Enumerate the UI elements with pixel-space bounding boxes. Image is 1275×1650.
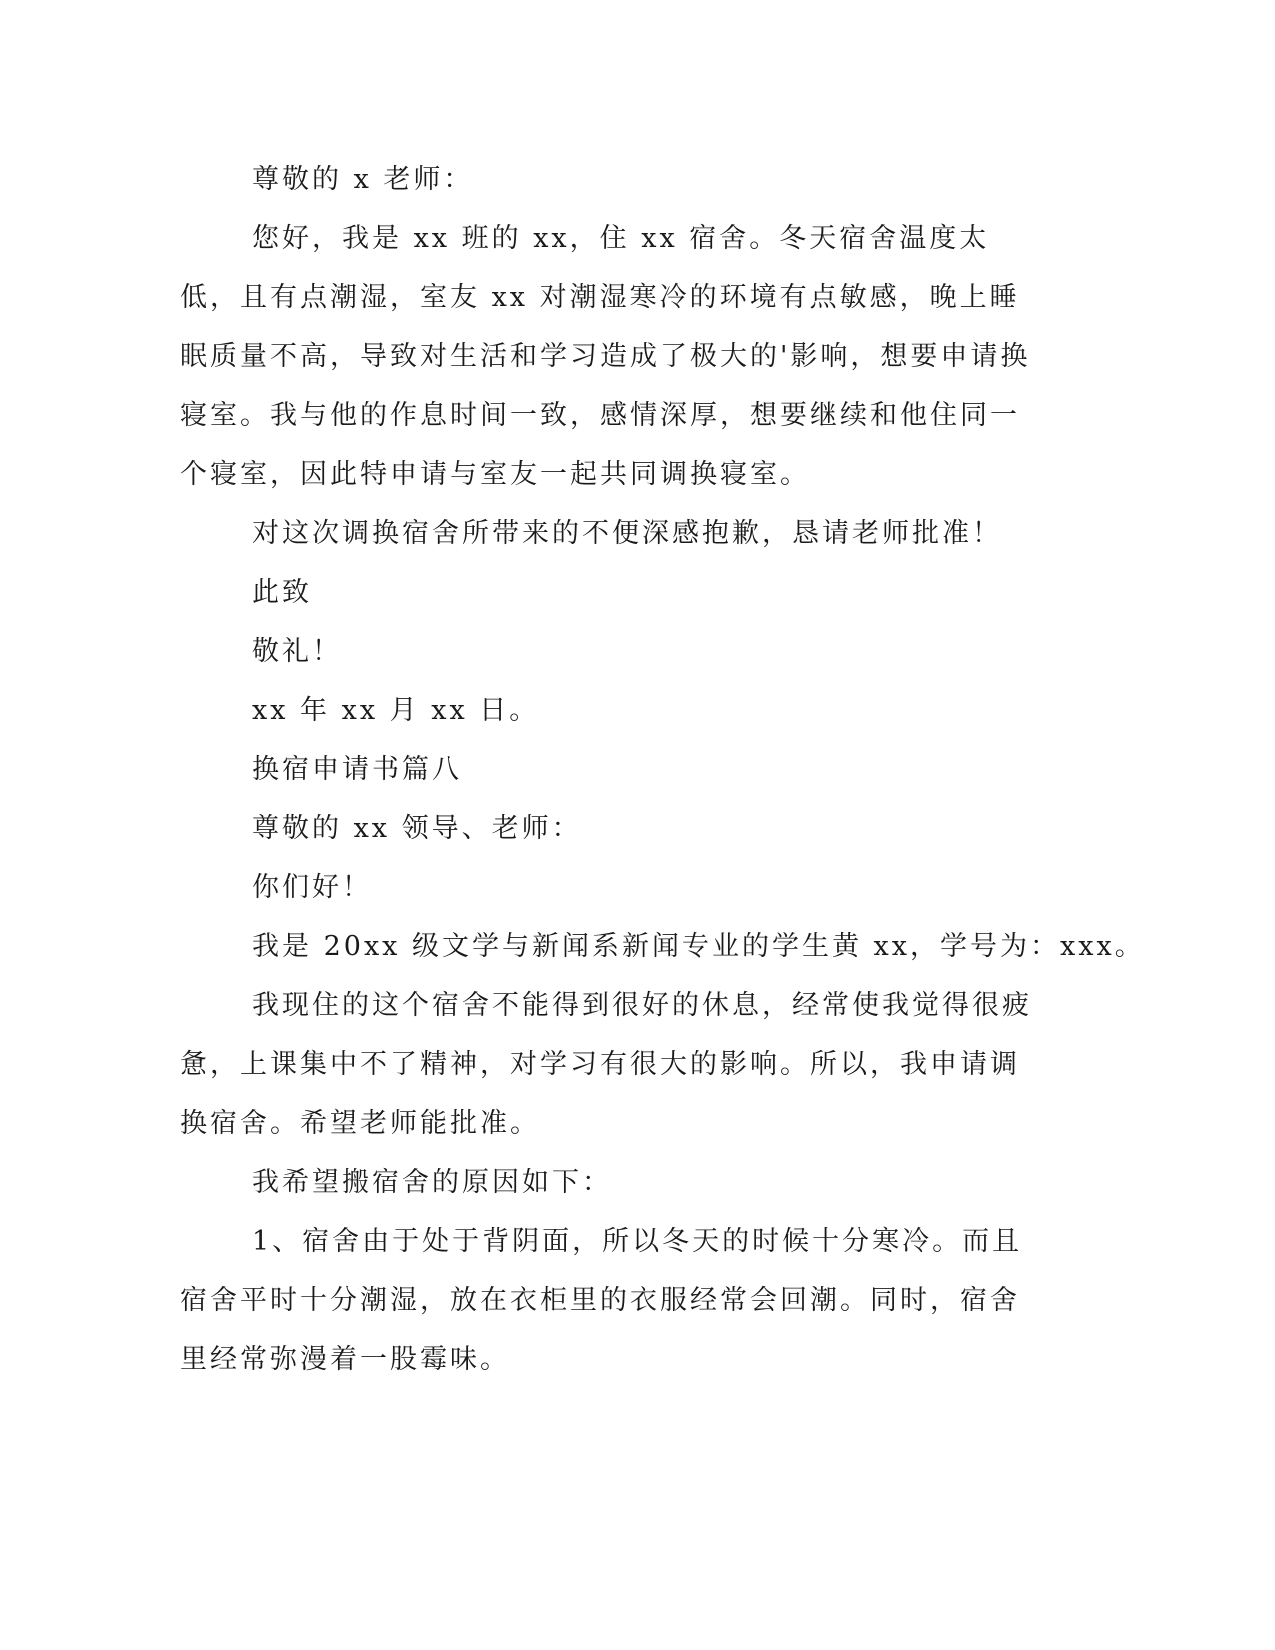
body-paragraph-request: 我现住的这个宿舍不能得到很好的休息，经常使我觉得很疲惫，上课集中不了精神，对学习有很大的影响。所以，我申请调换宿舍。希望老师能批准。 (180, 990, 1032, 1139)
document-page (180, 150, 1145, 1389)
reason-item-1: 1、宿舍由于处于背阴面，所以冬天的时候十分寒冷。而且宿舍平时十分潮湿，放在衣柜里的衣服经常会回潮。同时，宿舍里经常弥漫着一股霉味。 (180, 1226, 1023, 1375)
section-title: 换宿申请书篇八 (252, 754, 462, 785)
salutation-leaders: 尊敬的 xx 领导、老师： (252, 813, 582, 844)
body-paragraph-reason: 您好，我是 xx 班的 xx，住 xx 宿舍。冬天宿舍温度太低，且有点潮湿，室友 xx 对潮湿寒冷的环境有点敏感，晚上睡眠质量不高，导致对生活和学习造成了极大的'影响，想要申请换寝室。我与他的作息时间一致，感情深厚，想要继续和他住同一个寝室，因此特申请与室友一起共同调换寝室。 (180, 223, 1031, 490)
greeting-line: 你们好！ (252, 872, 372, 903)
student-intro: 我是 20xx 级文学与新闻系新闻专业的学生黄 xx，学号为：xxx。 (252, 931, 1145, 962)
closing-jingli: 敬礼！ (252, 636, 342, 667)
body-paragraph-apology: 对这次调换宿舍所带来的不便深感抱歉，恳请老师批准！ (252, 518, 1002, 549)
closing-cizhi: 此致 (252, 577, 312, 608)
date-line: xx 年 xx 月 xx 日。 (252, 695, 540, 726)
reasons-heading: 我希望搬宿舍的原因如下： (252, 1167, 612, 1198)
salutation-teacher: 尊敬的 x 老师： (252, 164, 474, 195)
